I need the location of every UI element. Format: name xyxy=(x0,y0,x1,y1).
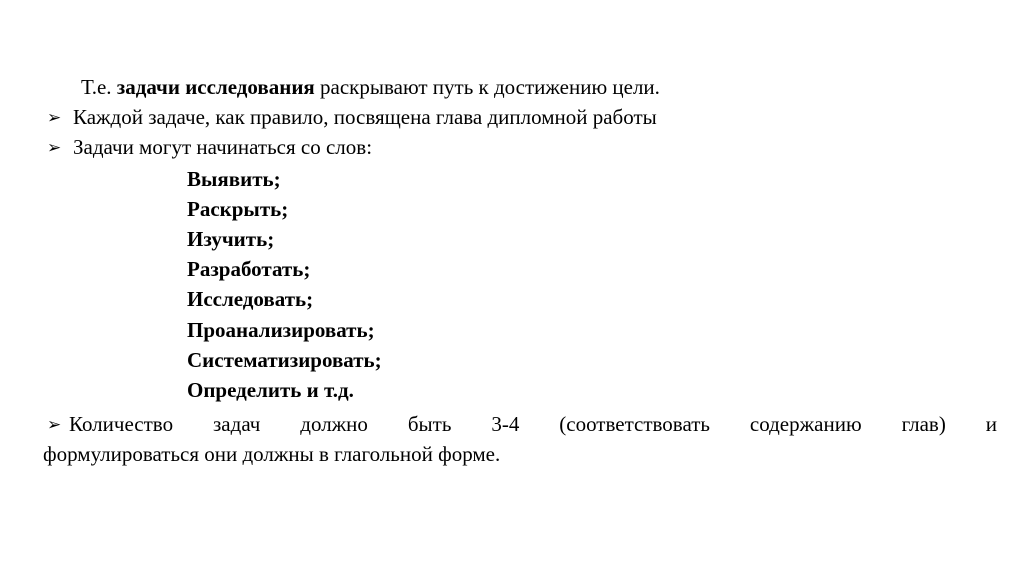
bullet-item-task-count-continuation xyxy=(43,440,500,469)
intro-prefix: Т.е. xyxy=(81,75,117,99)
arrow-bullet-icon: ➢ xyxy=(47,415,62,434)
verb-item: Выявить; xyxy=(187,167,281,191)
verb-item: Разработать; xyxy=(187,257,311,281)
arrow-bullet-icon: ➢ xyxy=(47,138,62,157)
verb-item: Определить и т.д. xyxy=(187,378,354,402)
verb-item: Систематизировать; xyxy=(187,348,382,372)
bullet-item-task-count-line1: Количество задач должно быть 3-4 (соответствовать содержанию глав) и xyxy=(69,412,997,436)
intro-suffix: раскрывают путь к достижению цели. xyxy=(314,75,660,99)
bullet-item-task-count-line2: формулироваться они должны в глагольной форме. xyxy=(43,442,501,466)
verb-item: Проанализировать; xyxy=(187,318,375,342)
bullet-item-start-words xyxy=(47,133,372,162)
verb-item: Исследовать; xyxy=(187,287,314,311)
verb-item: Раскрыть; xyxy=(187,197,289,221)
intro-bold-term: задачи исследования xyxy=(116,75,315,99)
bullet-item-chapters xyxy=(47,103,657,132)
arrow-bullet-icon: ➢ xyxy=(47,108,62,127)
bullet-item-start-words-text: Задачи могут начинаться со слов: xyxy=(73,135,373,159)
bullet-item-chapters-text: Каждой задаче, как правило, посвящена глава дипломной работы xyxy=(73,105,657,129)
bullet-item-task-count xyxy=(47,410,997,439)
verb-item: Изучить; xyxy=(187,227,275,251)
intro-line xyxy=(81,73,660,102)
